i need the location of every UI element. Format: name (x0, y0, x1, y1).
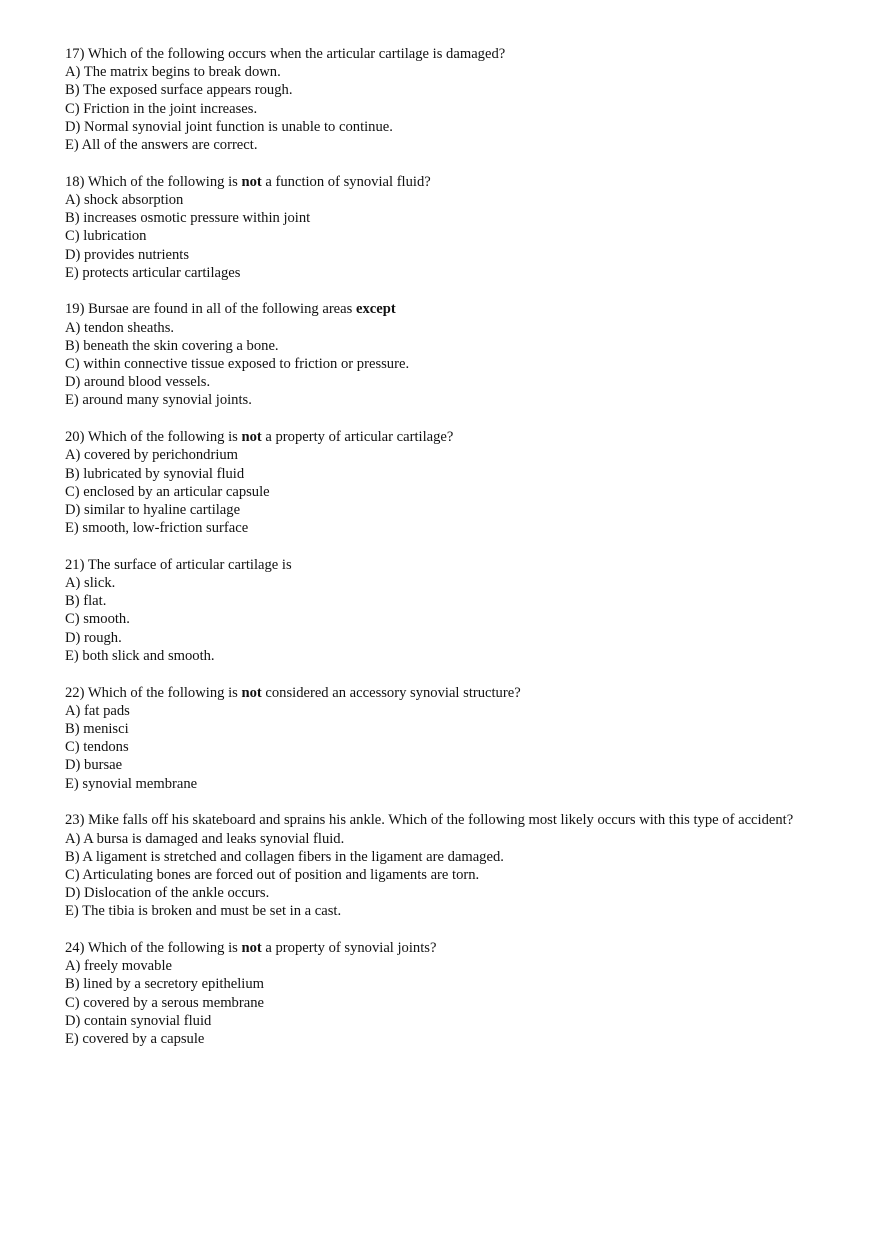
stem-emphasis: not (241, 429, 262, 446)
answer-option-e: E) both slick and smooth. (65, 647, 215, 664)
answer-option-d: D) similar to hyaline cartilage (65, 501, 241, 518)
stem-text: 24) Which of the following is (65, 940, 242, 957)
answer-option-c: C) tendons (65, 739, 129, 756)
stem-emphasis: except (355, 301, 396, 318)
question-18 (65, 173, 825, 282)
question-stem (65, 684, 825, 702)
question-19 (65, 300, 825, 409)
answer-option-d: D) provides nutrients (65, 246, 190, 263)
answer-option-a: A) tendon sheaths. (65, 319, 175, 336)
answer-option-a: A) shock absorption (65, 191, 184, 208)
question-stem: 17) Which of the following occurs when the articular cartilage is damaged? (65, 46, 506, 62)
stem-text: 19) Bursae are found in all of the following areas (65, 301, 356, 318)
stem-emphasis: not (241, 684, 262, 701)
answer-option-b: B) flat. (65, 593, 107, 610)
question-20 (65, 428, 825, 537)
answer-option-b: B) menisci (65, 721, 129, 737)
answer-option-b: B) beneath the skin covering a bone. (65, 337, 279, 354)
stem-text: a property of synovial joints? (261, 940, 437, 957)
question-stem (65, 300, 825, 318)
answer-option-a: A) A bursa is damaged and leaks synovial fluid. (65, 830, 345, 847)
stem-text: a function of synovial fluid? (261, 173, 431, 190)
answer-option-c: C) Friction in the joint increases. (65, 100, 258, 117)
answer-option-d: D) rough. (65, 629, 122, 646)
answer-option-c: C) lubrication (65, 228, 147, 245)
answer-option-e: E) The tibia is broken and must be set in a cast. (65, 903, 342, 920)
answer-option-a: A) slick. (65, 575, 116, 592)
stem-text: 18) Which of the following is (65, 173, 242, 190)
answer-option-d: D) bursae (65, 757, 123, 774)
stem-text: 22) Which of the following is (65, 684, 242, 701)
question-21 (65, 556, 825, 665)
answer-option-b: B) A ligament is stretched and collagen fibers in the ligament are damaged. (65, 848, 504, 865)
answer-option-b: B) lined by a secretory epithelium (65, 976, 264, 993)
question-stem (65, 428, 825, 446)
answer-option-b: B) lubricated by synovial fluid (65, 465, 245, 482)
stem-emphasis: not (241, 940, 262, 957)
answer-option-d: D) contain synovial fluid (65, 1012, 212, 1029)
question-23 (65, 811, 825, 920)
answer-option-a: A) The matrix begins to break down. (65, 64, 281, 81)
answer-option-c: C) smooth. (65, 611, 130, 628)
answer-option-b: B) The exposed surface appears rough. (65, 82, 293, 99)
stem-text: considered an accessory synovial structure? (261, 684, 521, 701)
question-stem (65, 939, 825, 957)
question-stem: 21) The surface of articular cartilage is (65, 556, 292, 573)
answer-option-e: E) smooth, low-friction surface (65, 520, 249, 537)
answer-option-e: E) All of the answers are correct. (65, 137, 258, 154)
answer-option-e: E) synovial membrane (65, 775, 198, 792)
question-22 (65, 684, 825, 793)
answer-option-e: E) covered by a capsule (65, 1031, 205, 1048)
question-stem: 23) Mike falls off his skateboard and sprains his ankle. Which of the following most likely occurs with this type of accident? (65, 812, 794, 829)
answer-option-a: A) freely movable (65, 958, 172, 975)
answer-option-b: B) increases osmotic pressure within joint (65, 210, 311, 227)
stem-text: a property of articular cartilage? (261, 429, 454, 446)
answer-option-d: D) Dislocation of the ankle occurs. (65, 885, 270, 902)
answer-option-d: D) around blood vessels. (65, 374, 211, 391)
answer-option-a: A) fat pads (65, 702, 130, 719)
answer-option-e: E) around many synovial joints. (65, 392, 252, 409)
question-24 (65, 939, 825, 1048)
answer-option-d: D) Normal synovial joint function is unable to continue. (65, 118, 393, 135)
stem-text: 20) Which of the following is (65, 429, 242, 446)
stem-emphasis: not (241, 173, 262, 190)
question-17 (65, 45, 825, 154)
answer-option-c: C) enclosed by an articular capsule (65, 483, 270, 500)
document-page (65, 45, 825, 1067)
answer-option-c: C) covered by a serous membrane (65, 994, 264, 1011)
answer-option-e: E) protects articular cartilages (65, 264, 241, 281)
question-stem (65, 173, 825, 191)
answer-option-c: C) Articulating bones are forced out of position and ligaments are torn. (65, 866, 480, 883)
answer-option-c: C) within connective tissue exposed to friction or pressure. (65, 356, 410, 373)
answer-option-a: A) covered by perichondrium (65, 447, 239, 464)
